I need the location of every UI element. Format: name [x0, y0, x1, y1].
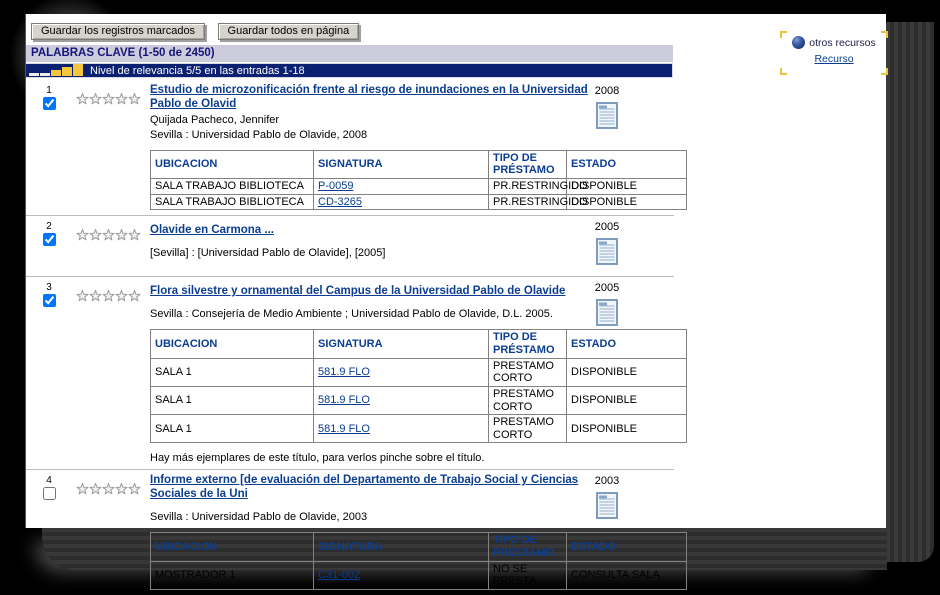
- star-icon[interactable]: [103, 93, 114, 103]
- star-icon[interactable]: [129, 93, 140, 103]
- callnumber-link[interactable]: 581.9 FLO: [318, 394, 370, 407]
- record-year-column: [581, 282, 633, 331]
- corner-bracket-icon: [780, 31, 787, 38]
- star-icon[interactable]: [116, 230, 127, 240]
- star-icon[interactable]: [116, 291, 127, 301]
- column-header: UBICACION: [151, 150, 314, 178]
- loan-type-cell: PRESTAMO CORTO: [489, 358, 567, 386]
- record-number: 1: [46, 85, 52, 96]
- relevance-label: Nivel de relevancia 5/5 en las entradas 1-18: [90, 64, 305, 77]
- column-header: ESTADO: [567, 150, 687, 178]
- holdings-row: [151, 179, 687, 195]
- column-header: UBICACION: [151, 533, 314, 561]
- record-year: 2005: [594, 282, 620, 295]
- callnumber-link[interactable]: P-0059: [318, 180, 354, 193]
- book-icon: [596, 102, 618, 134]
- relevance-level-icon: [29, 64, 84, 78]
- record-checkbox[interactable]: [43, 294, 56, 307]
- star-icon[interactable]: [103, 484, 114, 494]
- column-header: TIPO DE PRÉSTAMO: [489, 330, 567, 358]
- star-icon[interactable]: [116, 93, 127, 103]
- status-cell: DISPONIBLE: [567, 179, 687, 195]
- loan-type-cell: PRESTAMO CORTO: [489, 415, 567, 443]
- star-icon[interactable]: [77, 93, 88, 103]
- callnumber-cell: [314, 386, 489, 414]
- star-icon[interactable]: [129, 230, 140, 240]
- location-cell: MOSTRADOR 1: [151, 561, 314, 589]
- callnumber-link[interactable]: C31-002: [318, 568, 361, 581]
- column-header: SIGNATURA: [314, 150, 489, 178]
- corner-bracket-icon: [881, 31, 888, 38]
- relevance-bar: [26, 63, 673, 78]
- star-icon[interactable]: [90, 93, 101, 103]
- search-results-header: PALABRAS CLAVE (1-50 de 2450): [26, 45, 673, 62]
- loan-type-cell: PR.RESTRINGIDO: [489, 179, 567, 195]
- save-marked-records-button[interactable]: Guardar los registros marcados: [31, 23, 205, 40]
- book-icon: [596, 299, 618, 331]
- save-toolbar: [26, 14, 886, 45]
- star-icon[interactable]: [129, 484, 140, 494]
- callnumber-link[interactable]: CD-3265: [318, 195, 363, 208]
- callnumber-cell: [314, 179, 489, 195]
- record: [26, 216, 886, 276]
- column-header: TIPO DE PRÉSTAMO: [489, 533, 567, 561]
- star-icon[interactable]: [103, 291, 114, 301]
- corner-bracket-icon: [881, 68, 888, 75]
- corner-bracket-icon: [780, 68, 787, 75]
- column-header: UBICACION: [151, 330, 314, 358]
- callnumber-cell: [314, 561, 489, 589]
- record: [26, 470, 886, 594]
- record-year-column: [581, 221, 633, 270]
- rating-stars[interactable]: [72, 281, 150, 464]
- holdings-table: [150, 150, 687, 211]
- rating-stars[interactable]: [72, 84, 150, 210]
- other-resources-label: otros recursos: [809, 36, 876, 49]
- record-title-link[interactable]: Flora silvestre y ornamental del Campus de la Universidad Pablo de Olavide: [150, 285, 566, 298]
- holdings-header-row: [151, 533, 687, 561]
- other-resources-box: [786, 31, 882, 75]
- record-imprint: Sevilla : Consejería de Medio Ambiente ; Universidad Pablo de Olavide, D.L. 2005.: [150, 308, 553, 321]
- location-cell: SALA TRABAJO BIBLIOTECA: [151, 194, 314, 210]
- record-number: 4: [46, 475, 52, 487]
- rating-stars[interactable]: [72, 474, 150, 589]
- location-cell: SALA 1: [151, 358, 314, 386]
- holdings-row: [151, 561, 687, 589]
- column-header: ESTADO: [567, 330, 687, 358]
- callnumber-cell: [314, 194, 489, 210]
- holdings-table: [150, 532, 687, 590]
- star-icon[interactable]: [129, 291, 140, 301]
- record-select-column: [26, 84, 72, 210]
- location-cell: SALA 1: [151, 386, 314, 414]
- resource-link[interactable]: Recurso: [814, 53, 854, 65]
- holdings-row: [151, 358, 687, 386]
- records-list: [26, 78, 886, 595]
- catalog-results-page: [25, 14, 886, 588]
- callnumber-cell: [314, 415, 489, 443]
- record-number: 3: [46, 282, 52, 294]
- callnumber-cell: [314, 358, 489, 386]
- record-title-link[interactable]: Informe externo [de evaluación del Departamento de Trabajo Social y Ciencias Sociales de la Uni: [150, 474, 579, 501]
- record-title-link[interactable]: Olavide en Carmona ...: [150, 224, 274, 237]
- holdings-row: [151, 194, 687, 210]
- book-icon: [596, 238, 618, 270]
- record: [26, 80, 886, 215]
- record-year: 2008: [594, 85, 620, 97]
- loan-type-cell: NO SE PRESTA: [489, 561, 567, 589]
- record-select-column: [26, 281, 72, 464]
- status-cell: DISPONIBLE: [567, 415, 687, 443]
- record-checkbox[interactable]: [43, 97, 56, 110]
- record-select-column: [26, 474, 72, 589]
- holdings-table: [150, 329, 687, 443]
- callnumber-link[interactable]: 581.9 FLO: [318, 422, 370, 435]
- record-author: Quijada Pacheco, Jennifer: [150, 113, 280, 126]
- star-icon[interactable]: [77, 230, 88, 240]
- star-icon[interactable]: [103, 230, 114, 240]
- column-header: SIGNATURA: [314, 533, 489, 561]
- record-year: 2003: [594, 475, 620, 488]
- loan-type-cell: PRESTAMO CORTO: [489, 386, 567, 414]
- location-cell: SALA TRABAJO BIBLIOTECA: [151, 179, 314, 195]
- record-year-column: [581, 475, 633, 524]
- callnumber-link[interactable]: 581.9 FLO: [318, 365, 370, 378]
- record-number: 2: [46, 221, 52, 233]
- location-cell: SALA 1: [151, 415, 314, 443]
- star-icon[interactable]: [90, 484, 101, 494]
- star-icon[interactable]: [116, 484, 127, 494]
- record: [26, 277, 886, 469]
- record-year: 2005: [594, 221, 620, 234]
- record-imprint: [Sevilla] : [Universidad Pablo de Olavide], [2005]: [150, 247, 386, 260]
- status-cell: CONSULTA SALA: [567, 561, 687, 589]
- more-copies-note: Hay más ejemplares de este título, para verlos pinche sobre el título.: [150, 452, 485, 465]
- column-header: ESTADO: [567, 533, 687, 561]
- star-icon[interactable]: [77, 291, 88, 301]
- rating-stars[interactable]: [72, 220, 150, 259]
- record-imprint: Sevilla : Universidad Pablo de Olavide, 2003: [150, 511, 368, 524]
- column-header: TIPO DE PRÉSTAMO: [489, 150, 567, 178]
- record-year-column: [581, 85, 633, 134]
- holdings-header-row: [151, 150, 687, 178]
- star-icon[interactable]: [90, 230, 101, 240]
- page-stack-shadow-right: [886, 22, 934, 562]
- record-title-link[interactable]: Estudio de microzonificación frente al riesgo de inundaciones en la Universidad Pablo de Olavid: [150, 84, 588, 110]
- save-all-on-page-button[interactable]: Guardar todos en página: [218, 23, 360, 40]
- star-icon[interactable]: [90, 291, 101, 301]
- record-select-column: [26, 220, 72, 259]
- status-cell: DISPONIBLE: [567, 386, 687, 414]
- record-checkbox[interactable]: [43, 487, 56, 500]
- holdings-header-row: [151, 330, 687, 358]
- record-checkbox[interactable]: [43, 233, 56, 246]
- globe-sphere-icon: [792, 36, 805, 49]
- record-imprint: Sevilla : Universidad Pablo de Olavide, 2008: [150, 128, 368, 141]
- column-header: SIGNATURA: [314, 330, 489, 358]
- status-cell: DISPONIBLE: [567, 358, 687, 386]
- status-cell: DISPONIBLE: [567, 194, 687, 210]
- holdings-row: [151, 415, 687, 443]
- star-icon[interactable]: [77, 484, 88, 494]
- book-icon: [596, 492, 618, 524]
- loan-type-cell: PR.RESTRINGIDO: [489, 194, 567, 210]
- holdings-row: [151, 386, 687, 414]
